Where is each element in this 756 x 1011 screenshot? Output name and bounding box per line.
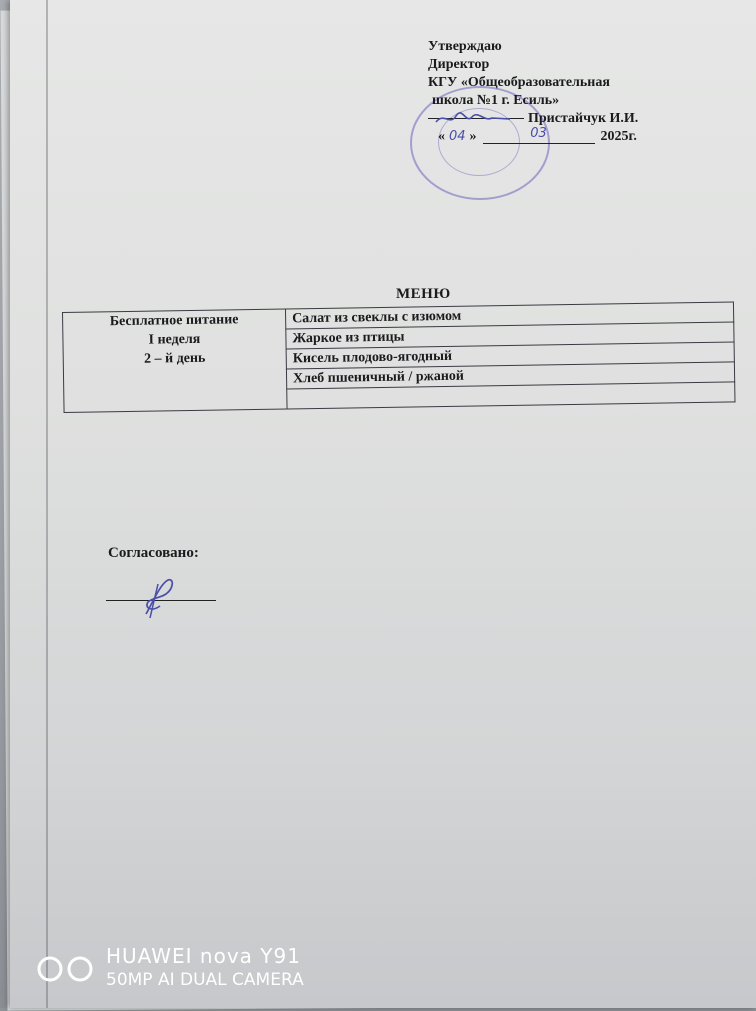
menu-category-type: Бесплатное питание — [109, 312, 239, 330]
menu-item: Жаркое из птицы — [286, 322, 734, 349]
menu-table — [62, 301, 736, 413]
approval-heading: Утверждаю — [428, 39, 502, 54]
agreement-label: Согласовано: — [108, 545, 199, 561]
approval-signer: Пристайчук И.И. — [528, 111, 639, 126]
menu-category-day: 2 – й день — [143, 350, 206, 367]
watermark-camera: 50MP AI DUAL CAMERA — [106, 970, 304, 990]
date-month: 03 — [530, 126, 547, 141]
watermark-brand: HUAWEI nova Y91 — [106, 944, 301, 968]
approval-organization: КГУ «Общеобразовательная — [428, 75, 610, 90]
approval-position: Директор — [428, 57, 490, 72]
director-signature — [432, 108, 522, 132]
camera-logo-icon — [36, 954, 96, 984]
menu-item: Салат из свеклы с изюмом — [285, 302, 733, 329]
date-quote-open: « — [438, 129, 445, 144]
document-page — [10, 0, 756, 1008]
agreement-signature — [138, 574, 182, 620]
menu-title: МЕНЮ — [396, 286, 451, 302]
menu-category-week: I неделя — [148, 331, 201, 348]
date-day: 04 — [449, 129, 466, 144]
menu-category-cell — [63, 309, 288, 412]
approval-school: школа №1 г. Есиль» — [432, 93, 560, 108]
page-fold-line — [46, 0, 48, 1008]
menu-item: Кисель плодово-ягодный — [286, 342, 734, 369]
date-year: 2025г. — [600, 129, 637, 144]
date-quote-close: » — [469, 129, 477, 144]
menu-item: Хлеб пшеничный / ржаной — [286, 362, 734, 389]
